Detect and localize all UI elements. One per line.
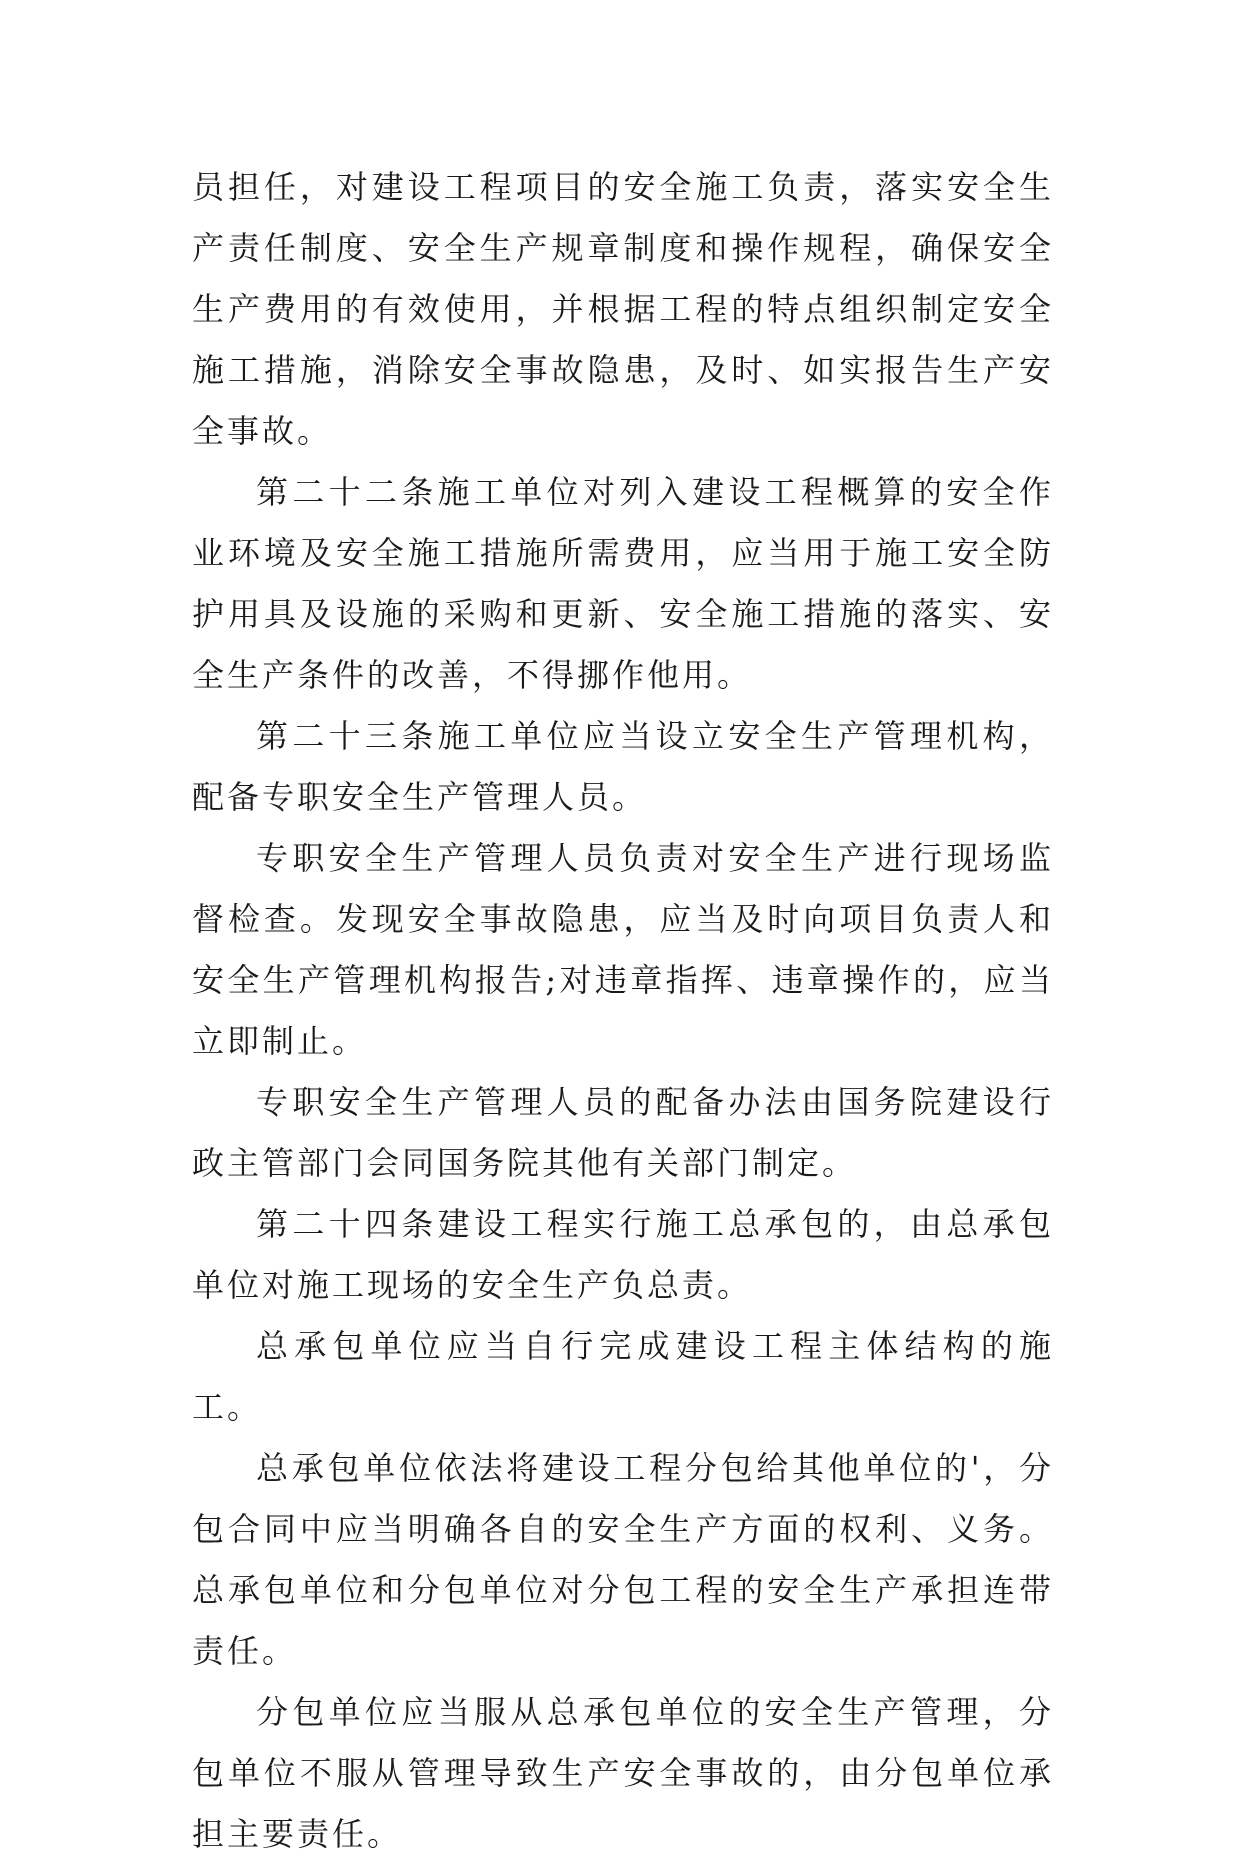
document-body — [192, 157, 1054, 1865]
paragraph-main-structure: 总承包单位应当自行完成建设工程主体结构的施工。 — [192, 1327, 1054, 1426]
paragraph-article-24: 第二十四条建设工程实行施工总承包的，由总承包单位对施工现场的安全生产负总责。 — [192, 1205, 1054, 1304]
paragraph-subcontract: 总承包单位依法将建设工程分包给其他单位的'，分包合同中应当明确各自的安全生产方面的权利、义务。总承包单位和分包单位对分包工程的安全生产承担连带责任。 — [192, 1449, 1054, 1670]
paragraph-1: 员担任，对建设工程项目的安全施工负责，落实安全生产责任制度、安全生产规章制度和操作规程，确保安全生产费用的有效使用，并根据工程的特点组织制定安全施工措施，消除安全事故隐患，及时、如实报告生产安全事故。 — [192, 168, 1054, 450]
paragraph-staffing-rules: 专职安全生产管理人员的配备办法由国务院建设行政主管部门会同国务院其他有关部门制定。 — [192, 1083, 1054, 1182]
paragraph-article-23: 第二十三条施工单位应当设立安全生产管理机构，配备专职安全生产管理人员。 — [192, 717, 1054, 816]
paragraph-subcontractor-obligations: 分包单位应当服从总承包单位的安全生产管理，分包单位不服从管理导致生产安全事故的，由分包单位承担主要责任。 — [192, 1693, 1054, 1853]
paragraph-article-22: 第二十二条施工单位对列入建设工程概算的安全作业环境及安全施工措施所需费用，应当用于施工安全防护用具及设施的采购和更新、安全施工措施的落实、安全生产条件的改善，不得挪作他用。 — [192, 473, 1054, 694]
paragraph-safety-officer-duties: 专职安全生产管理人员负责对安全生产进行现场监督检查。发现安全事故隐患，应当及时向项目负责人和安全生产管理机构报告;对违章指挥、违章操作的，应当立即制止。 — [192, 839, 1054, 1060]
